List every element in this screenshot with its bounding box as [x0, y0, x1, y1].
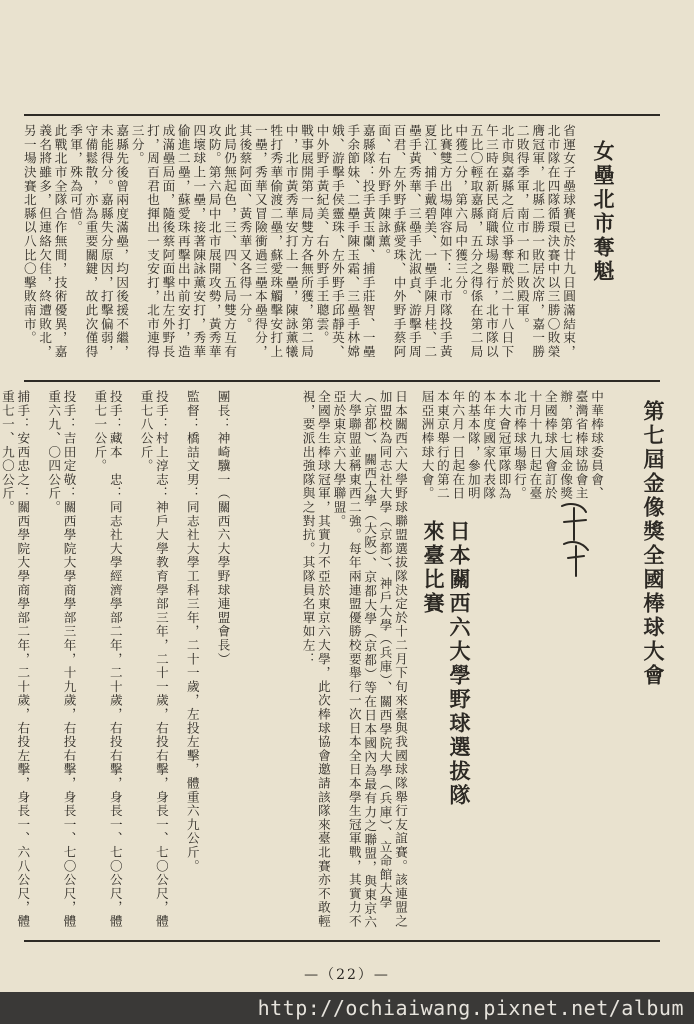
roster-line: 投手：村上淳志：神戶大學教育學部三年，二十一歲，右投右擊，身長一、七〇公尺，體重七八公斤。 [138, 390, 169, 929]
roster-line: 投手：吉田定敬：關西學院大學商學部三年，十九歲，右投右擊，身長一、七〇公尺，體重六九、〇四公斤。 [46, 390, 77, 929]
page-number: —（22）— [304, 967, 390, 983]
article1-body: 省運女子壘球賽已於廿九日圓滿結束，北市隊在四隊循環決賽中以三勝〇敗榮膺冠軍，北縣二勝一敗居次席，嘉一勝二敗得季軍，南市一和二敗殿軍。 北市與嘉縣之后位爭奪戰於二十八日下午三時在新民商職球場舉行，北市隊以五比〇輕取嘉縣，五分之得係在第二局中獲二分，第六局中獲三分。 比賽雙方出場陣容如下：北市隊投手黃夏江、捕手戴碧美、一壘手陳月桂、二壘手黃秀華、三壘手沈淑貞、游擊手周百君、左外野手蘇愛珠、中外野手蔡阿面、右外野手陳詠薰。 嘉縣隊：投手黃玉蘭、捕手莊智、一壘手余節妹、二壘手陳玉霜、三壘手林嫦娥、游擊手侯靈珠、左外野手邱靜英、中外野手黃紀美、右外野手王聰雲。 戰事展開第一局雙方各無所獲，第二局中，北市黃秀華安打上一壘，陳詠薰犧牲打秀華偷渡二壘，蘇愛珠觸擊安打上一壘，秀華又冒險衝過三壘本壘得分，其後蔡阿面、黃秀華又各得一分。 此局仍無起色，三、四、五局雙方互有攻防。第六局中北市展開攻勢，黃秀華四壞球上一壘，接著陳詠薰安打，秀華偷進二壘，蘇愛珠再擊出中前安打，造成滿壘局面，隨後蔡阿面擊出左外野長打，周百君也揮出一支安打，北市連得三分。 嘉縣先後曾兩度滿壘，均因後援不繼，未能得分。嘉縣失分原因，打擊偏弱，守備鬆散，亦為重要關鍵，故此次僅得季軍，殊為可惜。 此戰北市全隊合作無間，技術優異，嘉義名將雖多，但連絡欠佳，終遭敗北，另一場決賽北縣以八比〇擊敗南市。 [21, 124, 576, 359]
article2-body: 中華棒球委員會、臺灣省棒球協會主辦，第七屆金像獎全國棒球大會訂於十月十九日起在臺北市棒球場舉行。本大會冠軍隊即為本年度國家代表隊的基本隊，參加明年六月一日起在日本東京舉行的第二屆亞洲棒球大會。 [419, 390, 604, 501]
roster-line: 團長：神崎驥一（關西六大學野球連盟會長） [215, 390, 231, 666]
watermark-url: http://ochiaiwang.pixnet.net/album [257, 996, 684, 1020]
middle-rule [24, 380, 660, 382]
article2-title: 第七屆金像獎全國棒球大會 [641, 400, 666, 688]
article1-title: 女壘北市奪魁 [591, 140, 616, 284]
article3-roster [0, 390, 246, 930]
article3-title: 日本關西六大學野球選拔隊來臺比賽 [421, 520, 472, 808]
roster-line: 捕手：安西忠之：關西學院大學商學部二年，二十歲，右投左擊，身長一、六八公尺，體重七一、九〇公斤。 [0, 390, 31, 929]
bottom-rule [24, 940, 660, 942]
article3-body: 日本關西六大學野球聯盟選拔隊決定於十二月下旬來臺與我國球隊舉行友誼賽。該連盟之加盟校為同志社大學（京都）、神戶大學（兵庫）、關西學院大學（兵庫）、立命館大學（京都）、關西大學（大阪）、京都大學（京都）等在日本國內為最有力之聯盟，與東京六大學聯盟並稱東西二強。每年兩連盟優勝校要舉行一次日本全日本學生冠軍戰，其實力不亞於東京六大學聯盟。 全國學生棒球冠軍，其實力不亞於東京六大學，此次棒球協會邀請該隊來臺北賽亦不敢輕視，要派出強隊與之對抗。其隊員名單如左： [300, 390, 408, 930]
handwritten-note [552, 500, 596, 580]
roster-line: 監督：橋詰文男：同志社大學工科三年，二十一歲，左投左擊，體重六九公斤。 [184, 390, 200, 873]
top-rule [24, 114, 660, 116]
roster-line: 投手：藏本 忠：同志社大學經濟學部二年，二十歲，右投右擊，身長一、七〇公尺，體重七一公斤。 [92, 390, 123, 929]
